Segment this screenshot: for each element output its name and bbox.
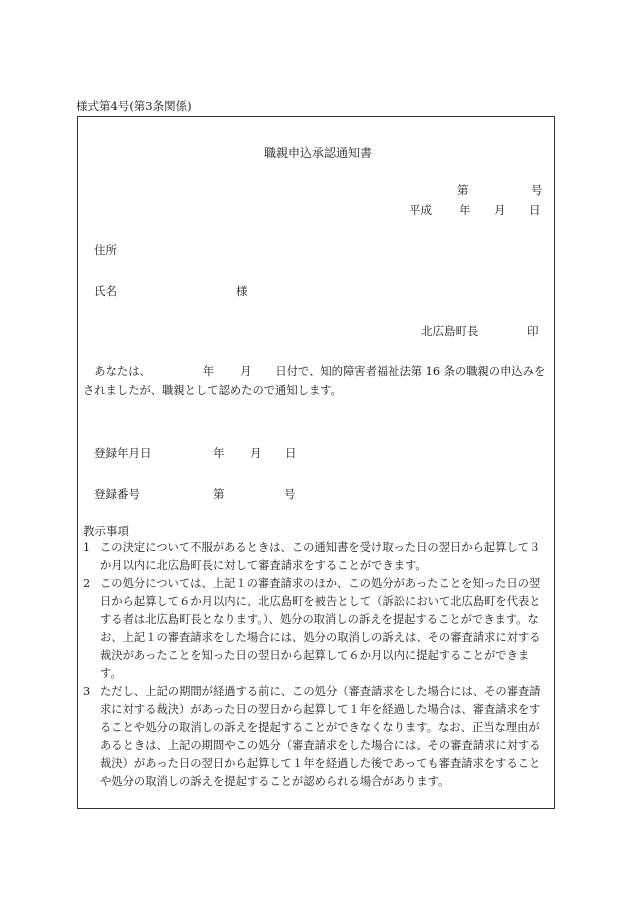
date-era: 平成 [409, 203, 432, 217]
seal-mark: 印 [527, 324, 539, 338]
registration-date-month: 月 [250, 446, 262, 460]
document-title: 職親申込承認通知書 [264, 146, 373, 160]
note-number: 3 [83, 685, 91, 698]
notice-body [83, 362, 549, 400]
notes-list [83, 539, 549, 791]
sender-name: 北広島町長 [421, 324, 479, 338]
registration-date-day: 日 [285, 446, 297, 460]
name-suffix: 様 [236, 284, 248, 298]
note-number: 1 [83, 541, 91, 554]
registration-number-label: 登録番号 [94, 487, 140, 501]
date-day: 日 [529, 203, 541, 217]
registration-date-year: 年 [213, 446, 225, 460]
note-item [83, 539, 549, 575]
date-month: 月 [494, 203, 506, 217]
address-label: 住所 [94, 243, 117, 257]
note-item [83, 575, 549, 683]
note-text: この決定について不服があるときは、この通知書を受け取った日の翌日から起算して３か月以内に北広島町長に対して審査請求をすることができます。 [100, 541, 541, 572]
registration-number-dai: 第 [213, 487, 225, 501]
note-text: ただし、上記の期間が経過する前に、この処分（審査請求をした場合には、その審査請求に対する裁決）があった日の翌日から起算して１年を経過した場合は、審査請求をすることや処分の取消しの訴えを提起することができなくなります。なお、正当な理由があるときは、上記の期間やこの処分（審査請求をした場合には、その審査請求に対する裁決）があった日の翌日から起算して１年を経過した後であっても審査請求をすることや処分の取消しの訴えを提起することが認められる場合があります。 [100, 685, 541, 788]
note-text: この処分については、上記１の審査請求のほか、この処分があったことを知った日の翌日から起算して６か月以内に、北広島町を被告として（訴訟において北広島町を代表とする者は北広島町長となります。）、処分の取消しの訴えを提起することができます。なお、上記１の審査請求をした場合には、処分の取消しの訴えは、その審査請求に対する裁決があったことを知った日の翌日から起算して６か月以内に提起することができます。 [100, 577, 541, 680]
registration-date-label: 登録年月日 [94, 446, 152, 460]
note-item [83, 683, 549, 791]
registration-number-go: 号 [284, 487, 296, 501]
number-go: 号 [531, 183, 543, 197]
body-prefix: あなたは、 [94, 365, 151, 378]
form-number-label: 様式第4号(第3条関係) [76, 99, 192, 113]
notes-heading: 教示事項 [83, 524, 129, 538]
number-dai: 第 [457, 183, 469, 197]
body-year: 年 [202, 365, 215, 378]
date-year: 年 [459, 203, 471, 217]
name-label: 氏名 [94, 284, 117, 298]
body-suffix: 日付で、知的障害者福祉法第 16 条の職親の申込みをされましたが、職親として認めたので通知します。 [83, 365, 546, 397]
note-number: 2 [83, 577, 91, 590]
body-month: 月 [240, 365, 252, 378]
